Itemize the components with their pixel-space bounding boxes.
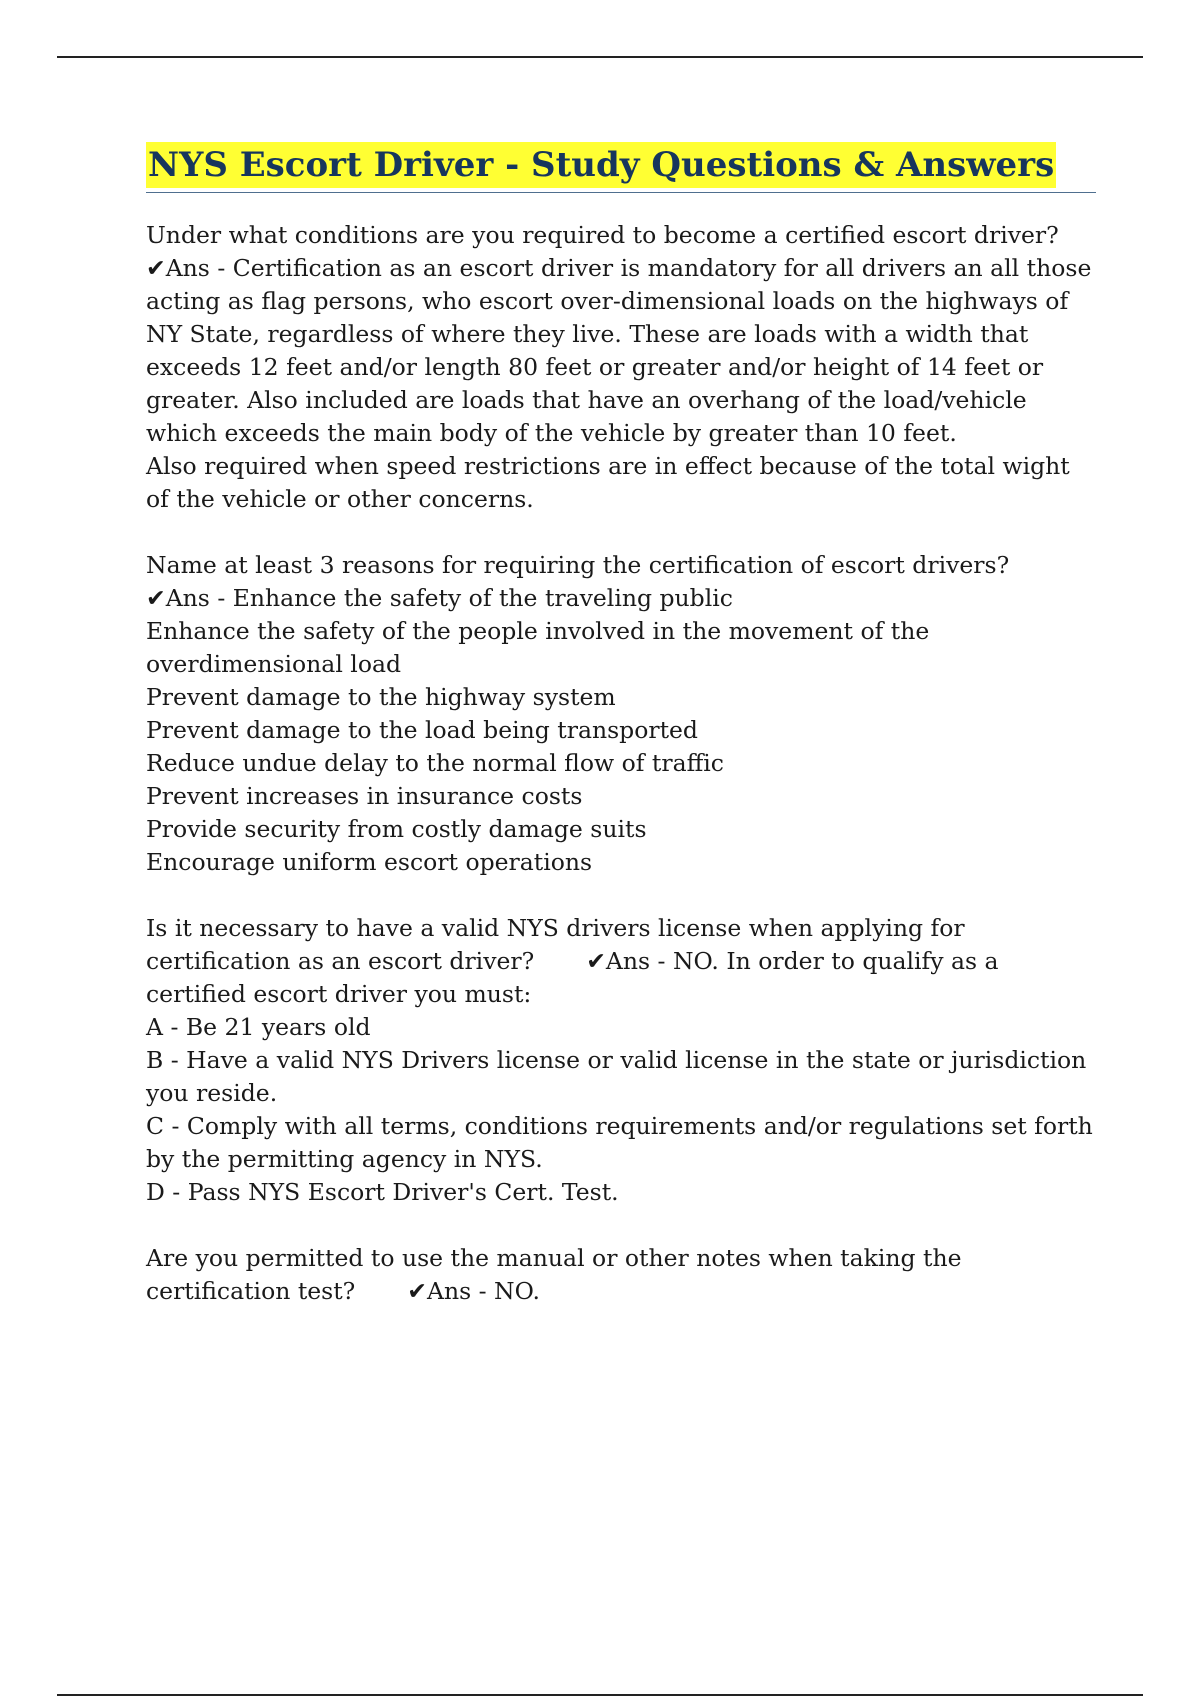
document-title: NYS Escort Driver - Study Questions & Answers — [146, 142, 1056, 188]
title-block — [146, 142, 1096, 193]
qa-2-question: Name at least 3 reasons for requiring the certification of escort drivers? — [146, 551, 1010, 579]
qa-1-body — [146, 219, 1096, 450]
qa-block-1 — [146, 219, 1096, 516]
qa-4-answer: ✔Ans - NO. — [407, 1277, 540, 1305]
qa-1-question: Under what conditions are you required to become a certified escort driver? — [146, 221, 1059, 249]
qa-2-reason: Prevent increases in insurance costs — [146, 782, 583, 810]
qa-2-reason: Reduce undue delay to the normal flow of traffic — [146, 749, 724, 777]
qa-3-question: Is it necessary to have a valid NYS drivers license when applying for certification as an escort driver? — [146, 914, 965, 975]
qa-2-reason: Prevent damage to the highway system — [146, 683, 616, 711]
qa-1-answer: ✔Ans - Certification as an escort driver is mandatory for all drivers an all those acting as flag persons, who escort over-dimensional loads on the highways of NY State, regardless of where they live. These are loads with a width that exceeds 12 feet and/or length 80 feet or greater and/or height of 14 feet or greater. Also included are loads that have an overhang of the load/vehicle which exceeds the main body of the vehicle by greater than 10 feet. — [146, 254, 1092, 447]
qa-2-reason: Encourage uniform escort operations — [146, 848, 593, 876]
document-body — [146, 142, 1096, 1341]
page-top-rule — [57, 56, 1143, 58]
qa-block-4 — [146, 1242, 1096, 1308]
qa-3-body — [146, 912, 1096, 1011]
qa-3-requirement: A - Be 21 years old — [146, 1013, 371, 1041]
qa-2-reason: Prevent damage to the load being transported — [146, 716, 698, 744]
qa-3-requirement: B - Have a valid NYS Drivers license or valid license in the state or jurisdiction you reside. — [146, 1046, 1087, 1107]
qa-2-answer: ✔Ans - Enhance the safety of the traveling public — [146, 584, 733, 612]
qa-3-answer: ✔Ans - NO. In order to qualify as a certified escort driver you must: — [146, 947, 999, 1008]
qa-2-reason: Provide security from costly damage suits — [146, 815, 647, 843]
qa-3-requirement: C - Comply with all terms, conditions requirements and/or regulations set forth by the permitting agency in NYS. — [146, 1112, 1093, 1173]
qa-4-body — [146, 1242, 1096, 1308]
qa-3-requirement: D - Pass NYS Escort Driver's Cert. Test. — [146, 1178, 619, 1206]
qa-2-reason: Enhance the safety of the people involved in the movement of the overdimensional load — [146, 617, 930, 678]
qa-1-answer-continued: Also required when speed restrictions are in effect because of the total wight of the vehicle or other concerns. — [146, 452, 1070, 513]
qa-4-question: Are you permitted to use the manual or other notes when taking the certification test? — [146, 1244, 962, 1305]
qa-block-3 — [146, 912, 1096, 1209]
page-bottom-rule — [57, 1694, 1143, 1696]
qa-block-2 — [146, 549, 1096, 879]
